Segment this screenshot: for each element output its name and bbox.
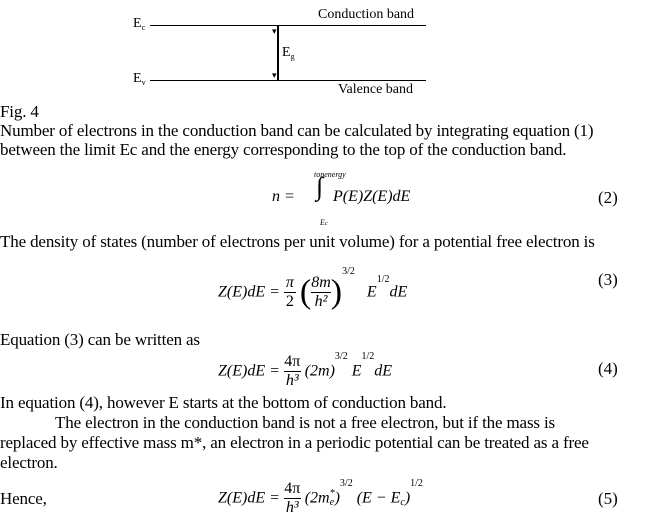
equation-4-number: (4) [598,359,618,378]
paragraph-4: In equation (4), however E starts at the bottom of conduction band. [0,393,447,412]
paragraph-5-line-3: electron. [0,453,58,472]
equation-2-upper-limit: topenergy [314,170,346,179]
integral-icon: ∫ [316,172,324,201]
conduction-band-line [150,25,426,26]
equation-2-lower-limit: Ec [320,218,328,227]
eg-label: $E_g$ [282,45,295,61]
equation-5: Z(E)dE = $\frac{4\pi}{\text{h³}}$ (2m * e )$^{3/2}$ $(E - E_c)^{1/2}$ [218,478,423,516]
paragraph-3: Equation (3) can be written as [0,330,200,349]
paragraph-5-line-2: replaced by effective mass m*, an electron in a periodic potential can be treated as a free [0,433,589,452]
equation-3-number: (3) [598,270,618,289]
ev-label: $E_v$ [133,71,146,87]
paragraph-6-lead: Hence, [0,489,47,508]
conduction-band-label: Conduction band [318,7,415,22]
band-gap-arrow [277,25,279,81]
paragraph-5-line-1: The electron in the conduction band is not a free electron, but if the mass is [55,413,556,432]
band-diagram [0,0,650,100]
valence-band-line [150,80,426,81]
equation-5-number: (5) [598,489,618,508]
equation-2-integrand: P(E)Z(E)dE [333,188,411,205]
paragraph-2: The density of states (number of electrons per unit volume) for a potential free electron is [0,232,595,251]
equation-2-number: (2) [598,188,618,207]
equation-3: Z(E)dE = $\frac{\pi}{2}$ ( $\frac{8m}{\text{h²}}$ )$^{3/2}$ $E^{1/2}dE$ [218,266,408,311]
arrow-head-top-icon: ▾ [272,26,277,36]
paragraph-1-line-1: Number of electrons in the conduction band can be calculated by integrating equation (1) [0,121,594,140]
equation-2-lhs: n = [272,188,295,205]
valence-band-label: Valence band [338,82,414,97]
arrow-head-bottom-icon: ▾ [272,70,277,80]
equation-4: Z(E)dE = $\frac{4\pi}{\text{h³}}$ $(2m)^{3/2}$ $E^{1/2}dE$ [218,351,393,389]
ec-label: $E_c$ [133,16,146,32]
paragraph-1-line-2: between the limit Ec and the energy corresponding to the top of the conduction band. [0,140,567,159]
figure-caption: Fig. 4 [0,102,39,121]
